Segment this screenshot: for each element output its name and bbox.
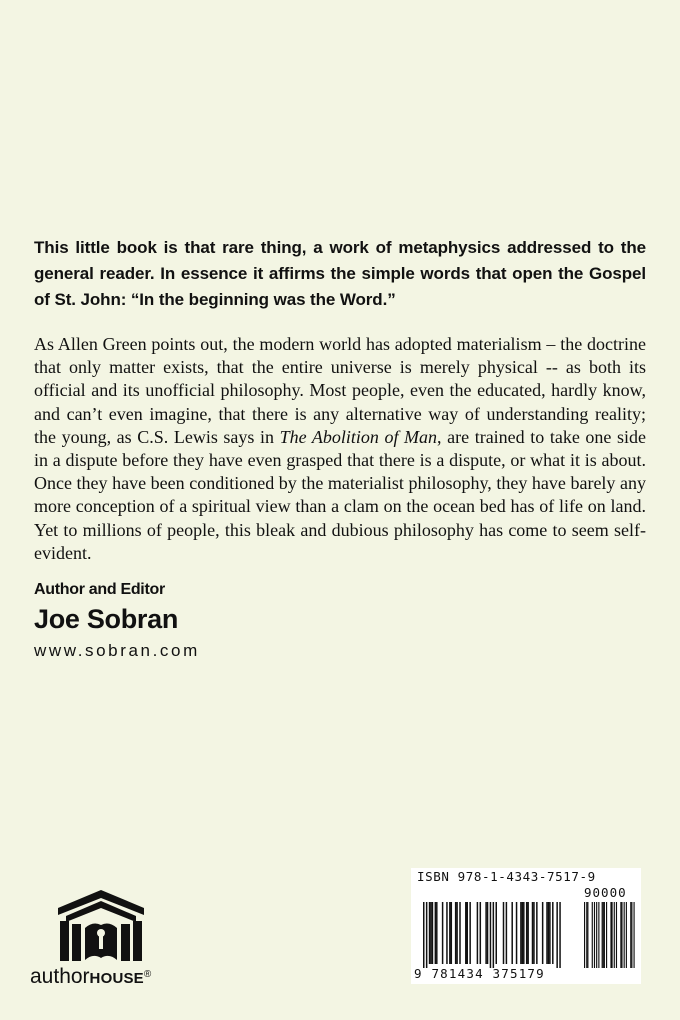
barcode-bar [451, 902, 453, 964]
barcode-bar [485, 902, 487, 964]
barcode-bar [533, 902, 535, 964]
barcode-bar [556, 902, 558, 968]
addon-bar [621, 902, 622, 968]
barcode-bar [426, 902, 428, 968]
barcode-bar [536, 902, 538, 964]
barcode-bar [432, 902, 434, 964]
description-text-part1: As Allen Green points out, the modern world has adopted materialism – the doctrine that only matter exists, that the entire universe is merely physical -- as both its official and its unofficial philosophy. Most people, even the educated, hardly know, and can’t even imagine, that there is any alternative way of understanding reality; the young, as C.S. Lewis says in [34, 334, 646, 447]
barcode-bar [523, 902, 525, 964]
barcode-bar [455, 902, 457, 964]
barcode-bar [465, 902, 467, 964]
barcode-bar [520, 902, 522, 964]
barcode-bar [477, 902, 479, 964]
barcode-bar [430, 902, 432, 964]
publisher-name-part2: HOUSE [89, 970, 144, 987]
publisher-name-part1: author [30, 965, 90, 988]
addon-bar [604, 902, 605, 968]
barcode-bar [496, 902, 498, 964]
addon-bar [620, 902, 621, 968]
barcode-bar [542, 902, 544, 964]
barcode-bar [526, 902, 528, 964]
ean-digits: 9 781434 375179 [414, 966, 545, 981]
addon-bar [614, 902, 615, 968]
authorhouse-logo-icon [56, 888, 146, 964]
addon-bar [624, 902, 625, 968]
barcode-bar [456, 902, 458, 964]
addon-bar [592, 902, 593, 968]
addon-bar [594, 902, 595, 968]
addon-bar [610, 902, 611, 968]
cover-blurb: This little book is that rare thing, a work of metaphysics addressed to the general reader. In essence it affirms the simple words that open the Gospel of St. John: “In the beginning was the Word.” [34, 238, 646, 309]
barcode-bar [435, 902, 437, 964]
barcode-bar [423, 902, 425, 968]
barcode-bar [506, 902, 508, 964]
addon-bar [584, 902, 585, 968]
barcode-bar [429, 902, 431, 964]
addon-bar [630, 902, 631, 968]
addon-bar [631, 902, 632, 968]
barcode-bar [487, 902, 489, 964]
barcode-bar [449, 902, 451, 964]
barcode-bar [490, 902, 492, 968]
barcode-bar [493, 902, 495, 968]
barcode-bar [522, 902, 524, 964]
addon-bar [603, 902, 604, 968]
addon-bar [602, 902, 603, 968]
isbn-label: ISBN 978-1-4343-7517-9 [417, 869, 596, 884]
registered-mark: ® [143, 969, 152, 980]
barcode-bar [548, 902, 550, 964]
barcode-bar [480, 902, 482, 964]
addon-bar [626, 902, 627, 968]
barcode-bar [549, 902, 551, 964]
addon-bar [612, 902, 613, 968]
barcode-bar [469, 902, 471, 964]
barcode-bar [511, 902, 513, 964]
addon-bar [598, 902, 599, 968]
barcode-bar [503, 902, 505, 964]
addon-bar [606, 902, 607, 968]
barcode-bar [516, 902, 518, 964]
barcode-bar [546, 902, 548, 964]
publisher-name [30, 964, 151, 992]
book-title-reference: The Abolition of Man [279, 426, 438, 447]
cover-description [34, 333, 646, 565]
publisher-logo [30, 888, 210, 998]
barcode-bar [459, 902, 461, 964]
barcode-bar [436, 902, 438, 964]
barcode-bar [552, 902, 554, 964]
barcode-bar [446, 902, 448, 964]
addon-bar [634, 902, 635, 968]
addon-bar [616, 902, 617, 968]
isbn-barcode [411, 868, 641, 984]
addon-bar [586, 902, 587, 968]
addon-bar [587, 902, 588, 968]
credit-label: Author and Editor [34, 581, 165, 598]
description-text-part2: , are trained to take one side in a dispute before they have even grasped that there is a dispute, or what it is about. Once they have been conditioned by the materialist philosophy, they have barely any more conception of a spiritual view than a clam on the ocean bed has of life on land. Yet to millions of people, this bleak and dubious philosophy has come to seem self-evident. [34, 426, 646, 563]
barcode-bar [467, 902, 469, 964]
barcode-bar [527, 902, 529, 964]
price-code: 90000 [584, 885, 627, 900]
addon-bar [596, 902, 597, 968]
author-website: www.sobran.com [34, 641, 200, 660]
author-name: Joe Sobran [34, 604, 179, 634]
barcode-bar [532, 902, 534, 964]
barcode-bar [442, 902, 444, 964]
barcode-bar [559, 902, 561, 968]
